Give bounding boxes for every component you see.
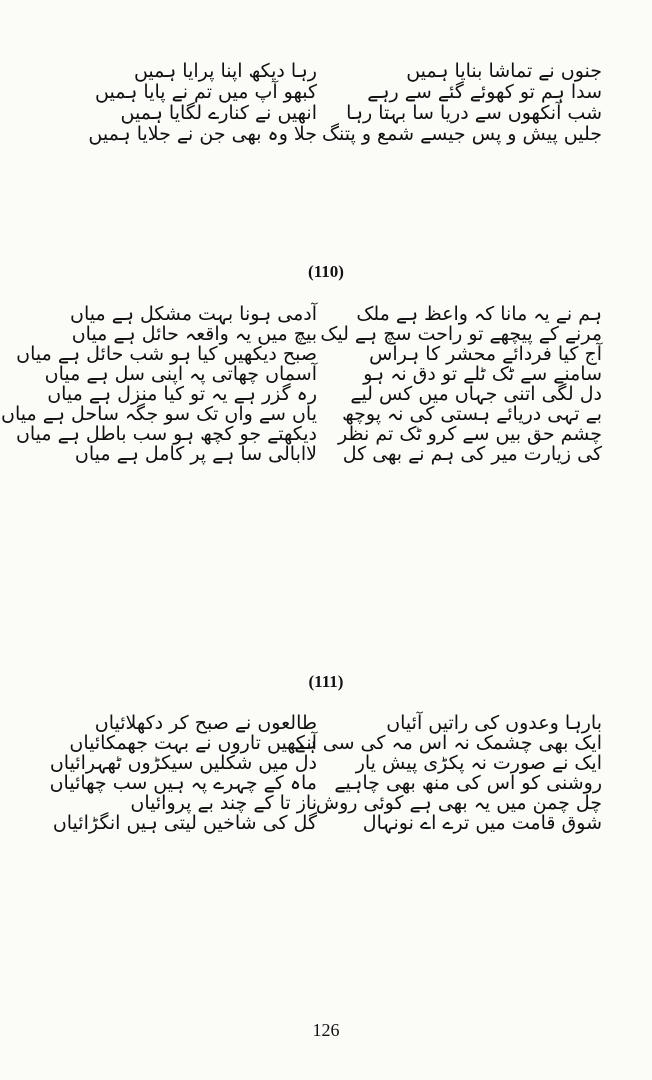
misra-first: جنوں نے تماشا بنایا ہمیں [406, 60, 602, 82]
misra-second: ناز تا کے چند بے پروائیاں [130, 792, 317, 814]
misra-first: سامنے سے ٹک ٹلے تو دق نہ ہو [363, 363, 602, 385]
misra-first: مرنے کے پیچھے تو راحت سچ ہے لیک [320, 323, 602, 345]
misra-first: دل لگی اتنی جہاں میں کس لیے [350, 383, 602, 405]
misra-first: ایک بھی چشمک نہ اس مہ کی سی ہے [294, 732, 602, 754]
misra-second: رہا دیکھ اپنا پرایا ہمیں [133, 60, 317, 82]
misra-second: لاابالی سا ہے پر کامل ہے میاں [74, 443, 317, 465]
misra-second: رہ گزر ہے یہ تو کیا منزل ہے میاں [47, 383, 317, 405]
misra-second: یاں سے واں تک سو جگہ ساحل ہے میاں [1, 403, 317, 425]
misra-first: چشم حق بیں سے کرو ٹک تم نظر [337, 423, 602, 445]
ghazal-110-number: (110) [308, 262, 344, 281]
misra-second: کبھو آپ میں تم نے پایا ہمیں [95, 81, 317, 103]
misra-second: بیچ میں یہ واقعہ حائل ہے میاں [71, 323, 317, 345]
ghazal-111-number: (111) [308, 672, 344, 691]
misra-second: صبح دیکھیں کیا ہو شب حائل ہے میاں [16, 343, 317, 365]
misra-first: ہم نے یہ مانا کہ واعظ ہے ملک [356, 303, 602, 325]
misra-second: آسماں چھاتی پہ اپنی سل ہے میاں [44, 363, 317, 385]
misra-first: کی زیارت میر کی ہم نے بھی کل [342, 443, 602, 465]
misra-first: سدا ہم تو کھوئے گئے سے رہے [367, 81, 602, 103]
misra-second: آدمی ہونا بہت مشکل ہے میاں [70, 303, 317, 325]
misra-second: جلا وہ بھی جن نے جلایا ہمیں [88, 123, 317, 145]
misra-second: دیکھتے جو کچھ ہو سب باطل ہے میاں [15, 423, 317, 445]
misra-first: آج کیا فردائے محشر کا ہراس [369, 343, 602, 365]
misra-first: شوق قامت میں ترے اے نونہال [362, 812, 602, 834]
misra-first: بے تہی دریائے ہستی کی نہ پوچھ [342, 403, 602, 425]
misra-second: ماہ کے چہرے پہ ہیں سب چھائیاں [49, 772, 317, 794]
misra-first: چل چمن میں یہ بھی ہے کوئی روش [315, 792, 602, 814]
misra-second: انھیں نے کنارے لگایا ہمیں [120, 102, 317, 124]
misra-second: دل میں شکلیں سیکڑوں ٹھہرائیاں [49, 752, 317, 774]
misra-first: شب آنکھوں سے دریا سا بہتا رہا [346, 102, 602, 124]
misra-first: روشنی کو اس کی منھ بھی چاہیے [334, 772, 602, 794]
misra-second: آنکھیں تاروں نے بہت جھمکائیاں [69, 732, 317, 754]
misra-first: جلیں پیش و پس جیسے شمع و پتنگ [322, 123, 602, 145]
page-number: 126 [312, 1020, 340, 1040]
misra-first: بارہا وعدوں کی راتیں آئیاں [386, 712, 602, 734]
misra-second: گل کی شاخیں لیتی ہیں انگڑائیاں [52, 812, 317, 834]
misra-second: طالعوں نے صبح کر دکھلائیاں [94, 712, 317, 734]
misra-first: ایک نے صورت نہ پکڑی پیش یار [355, 752, 602, 774]
